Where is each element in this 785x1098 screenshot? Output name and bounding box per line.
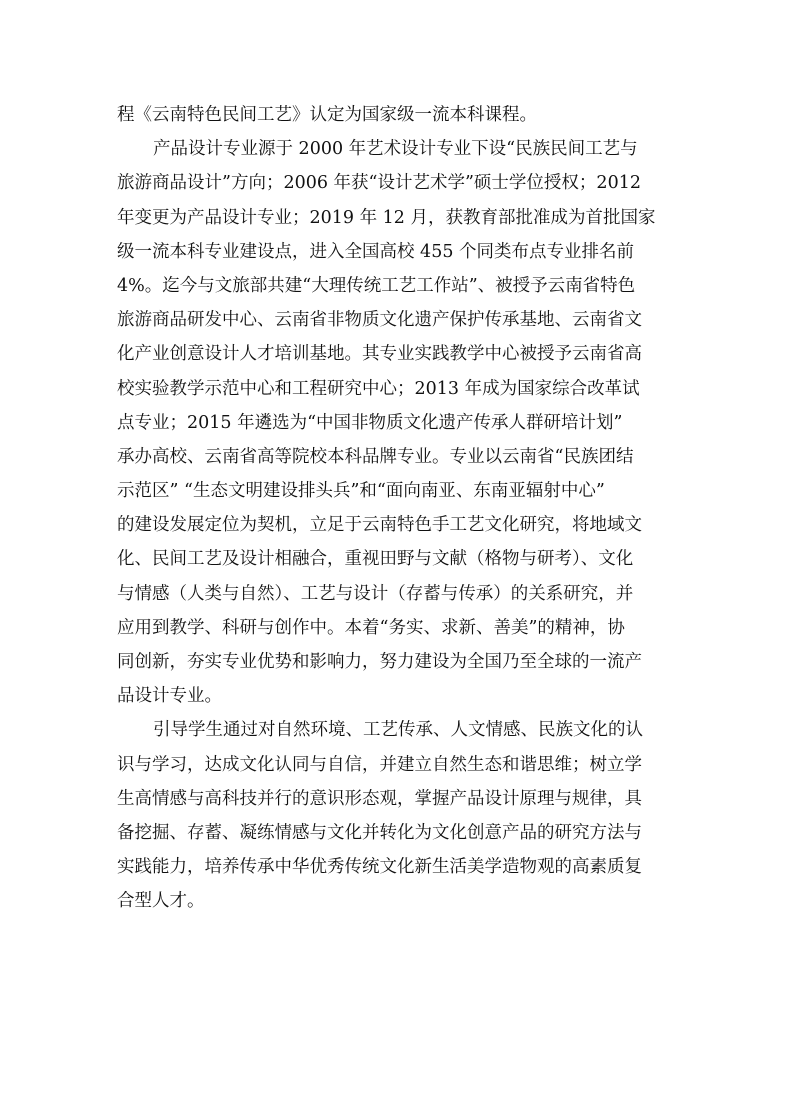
paragraph-2-line-15: 应用到教学、科研与创作中。本着“务实、求新、善美”的精神，协: [117, 617, 625, 638]
paragraph-3-line-2: 识与学习，达成文化认同与自信，并建立自然生态和谐思维；树立学: [117, 754, 642, 775]
body-text: [117, 98, 673, 919]
paragraph-2-line-17: 品设计专业。: [117, 686, 222, 707]
paragraph-2-line-5: 4%。迄今与文旅部共建“大理传统工艺工作站”、被授予云南省特色: [117, 275, 636, 296]
paragraph-3-line-1: 引导学生通过对自然环境、工艺传承、人文情感、民族文化的认: [153, 720, 643, 741]
paragraph-3-line-4: 备挖掘、存蓄、凝练情感与文化并转化为文化创意产品的研究方法与: [117, 822, 642, 843]
paragraph-2-line-3: 年变更为产品设计专业；2019 年 12 月，获教育部批准成为首批国家: [117, 207, 656, 228]
paragraph-3-line-3: 生高情感与高科技并行的意识形态观，掌握产品设计原理与规律，具: [117, 788, 642, 809]
paragraph-2-line-10: 承办高校、云南省高等院校本科品牌专业。专业以云南省“民族团结: [117, 446, 634, 467]
paragraph-2-line-1: 产品设计专业源于 2000 年艺术设计专业下设“民族民间工艺与: [153, 139, 638, 160]
paragraph-2-line-4: 级一流本科专业建设点，进入全国高校 455 个同类布点专业排名前: [117, 241, 635, 262]
paragraph-3-line-6: 合型人才。: [117, 891, 205, 912]
paragraph-2-line-6: 旅游商品研发中心、云南省非物质文化遗产保护传承基地、云南省文: [117, 310, 642, 331]
paragraph-2-line-12: 的建设发展定位为契机，立足于云南特色手工艺文化研究，将地域文: [117, 515, 642, 536]
paragraph-2-line-2: 旅游商品设计”方向；2006 年获“设计艺术学”硕士学位授权；2012: [117, 173, 641, 194]
paragraph-2-line-7: 化产业创意设计人才培训基地。其专业实践教学中心被授予云南省高: [117, 344, 642, 365]
paragraph-2-line-16: 同创新，夯实专业优势和影响力，努力建设为全国乃至全球的一流产: [117, 652, 642, 672]
paragraph-2-line-13: 化、民间工艺及设计相融合，重视田野与文献（格物与研考）、文化: [117, 549, 634, 570]
paragraph-2-line-9: 点专业；2015 年遴选为“中国非物质文化遗产传承人群研培计划”: [117, 412, 623, 433]
paragraph-2-line-14: 与情感（人类与自然）、工艺与设计（存蓄与传承）的关系研究，并: [117, 583, 634, 604]
paragraph-3-line-5: 实践能力，培养传承中华优秀传统文化新生活美学造物观的高素质复: [117, 857, 642, 878]
paragraph-1-line-1: 程《云南特色民间工艺》认定为国家级一流本科课程。: [117, 105, 537, 125]
paragraph-2-line-11: 示范区” “生态文明建设排头兵”和“面向南亚、东南亚辐射中心”: [117, 481, 605, 502]
paragraph-2-line-8: 校实验教学示范中心和工程研究中心；2013 年成为国家综合改革试: [117, 378, 640, 399]
